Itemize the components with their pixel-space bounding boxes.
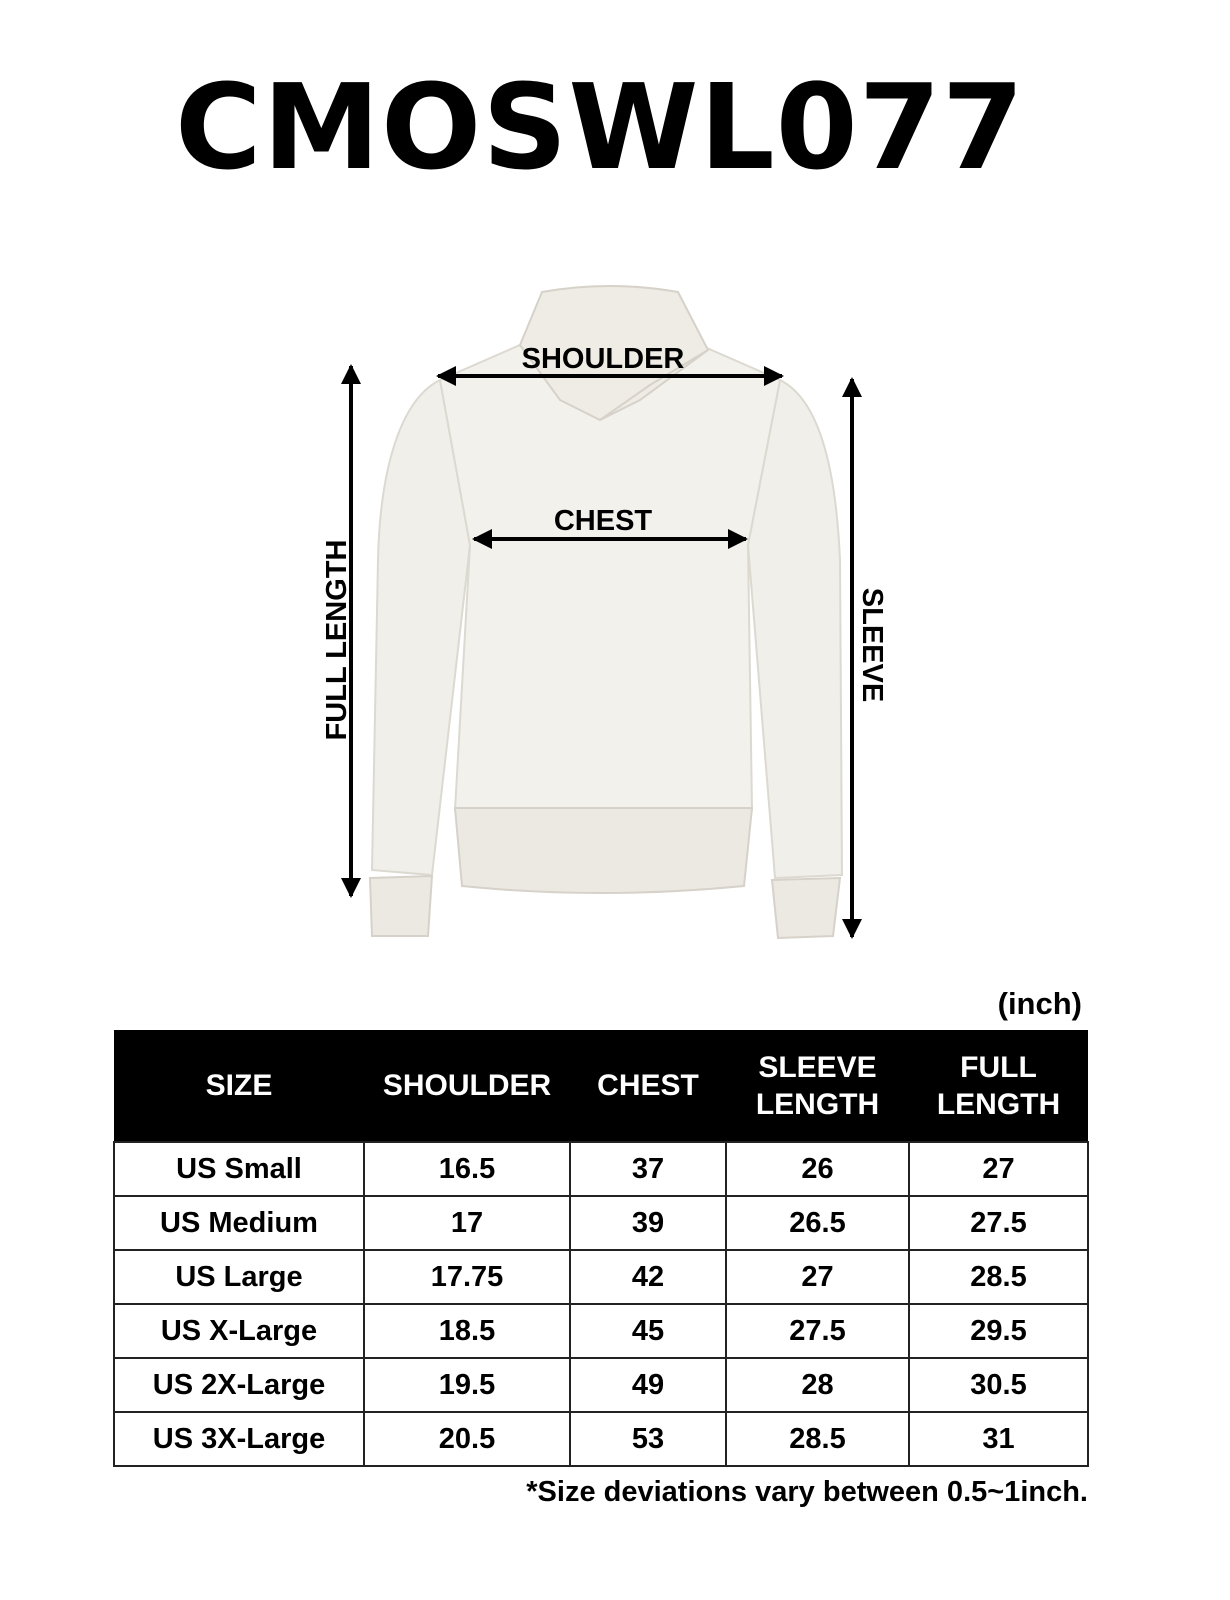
- full-length-cell: 30.5: [909, 1358, 1088, 1412]
- chest-cell: 39: [570, 1196, 726, 1250]
- full-length-cell: 29.5: [909, 1304, 1088, 1358]
- hem-rib: [455, 808, 752, 893]
- chest-cell: 53: [570, 1412, 726, 1466]
- sleeve-label: SLEEVE: [856, 587, 888, 703]
- size-cell: US Medium: [114, 1196, 364, 1250]
- shoulder-cell: 17.75: [364, 1250, 570, 1304]
- sleeve-length-cell: 27: [726, 1250, 909, 1304]
- sleeve-length-cell: 26.5: [726, 1196, 909, 1250]
- header-size: SIZE: [114, 1030, 364, 1142]
- shoulder-cell: 18.5: [364, 1304, 570, 1358]
- full-length-label: FULL LENGTH: [321, 539, 353, 741]
- sweater-illustration: [370, 286, 842, 938]
- full-length-cell: 31: [909, 1412, 1088, 1466]
- shoulder-label: SHOULDER: [521, 343, 685, 375]
- size-cell: US Large: [114, 1250, 364, 1304]
- size-cell: US 2X-Large: [114, 1358, 364, 1412]
- header-sleeve-length: SLEEVE LENGTH: [726, 1030, 909, 1142]
- full-length-cell: 28.5: [909, 1250, 1088, 1304]
- header-full-length: FULL LENGTH: [909, 1030, 1088, 1142]
- unit-label: (inch): [997, 986, 1082, 1021]
- table-row: [114, 1412, 1088, 1466]
- header-chest: CHEST: [570, 1030, 726, 1142]
- chest-label: CHEST: [553, 505, 653, 537]
- left-cuff: [370, 876, 432, 936]
- sleeve-length-cell: 28: [726, 1358, 909, 1412]
- shoulder-cell: 16.5: [364, 1142, 570, 1196]
- size-chart-table: [113, 1030, 1089, 1467]
- header-shoulder: SHOULDER: [364, 1030, 570, 1142]
- size-cell: US Small: [114, 1142, 364, 1196]
- shoulder-cell: 19.5: [364, 1358, 570, 1412]
- size-cell: US 3X-Large: [114, 1412, 364, 1466]
- right-cuff: [772, 878, 840, 938]
- product-code-title: CMOSWL077: [175, 58, 1025, 196]
- chest-cell: 37: [570, 1142, 726, 1196]
- sleeve-length-cell: 26: [726, 1142, 909, 1196]
- table-header-row: [114, 1030, 1088, 1142]
- table-row: [114, 1304, 1088, 1358]
- table-row: [114, 1358, 1088, 1412]
- full-length-cell: 27: [909, 1142, 1088, 1196]
- shoulder-cell: 20.5: [364, 1412, 570, 1466]
- sleeve-length-cell: 27.5: [726, 1304, 909, 1358]
- chest-cell: 42: [570, 1250, 726, 1304]
- size-cell: US X-Large: [114, 1304, 364, 1358]
- table-row: [114, 1250, 1088, 1304]
- chest-cell: 49: [570, 1358, 726, 1412]
- sleeve-length-cell: 28.5: [726, 1412, 909, 1466]
- table-row: [114, 1142, 1088, 1196]
- table-row: [114, 1196, 1088, 1250]
- shoulder-cell: 17: [364, 1196, 570, 1250]
- size-deviation-footnote: *Size deviations vary between 0.5~1inch.: [526, 1476, 1088, 1508]
- full-length-cell: 27.5: [909, 1196, 1088, 1250]
- chest-cell: 45: [570, 1304, 726, 1358]
